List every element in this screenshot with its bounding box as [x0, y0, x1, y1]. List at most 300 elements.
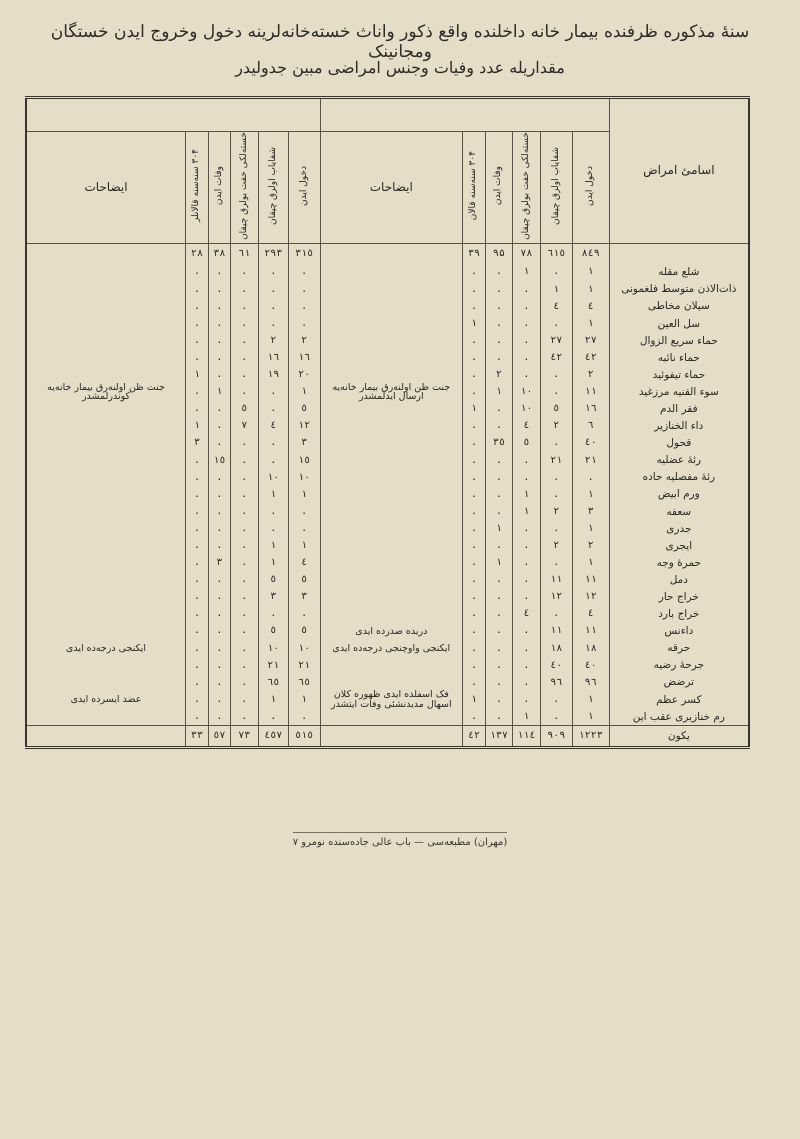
header-remaining: ۳۰۴ سنه‌سنه قالان: [463, 132, 486, 244]
men-cell: ۹۵: [485, 243, 512, 264]
men-cell: .: [512, 572, 540, 589]
men-cell: ١: [572, 486, 609, 503]
women-cell: .: [258, 298, 288, 315]
men-cell: .: [463, 606, 486, 623]
women-cell: .: [230, 349, 258, 366]
women-cell: ٤: [258, 418, 288, 435]
disease-name: خراج حار: [609, 589, 749, 606]
women-note: [26, 503, 185, 520]
women-note: [26, 537, 185, 554]
disease-name: سعفه: [609, 503, 749, 520]
women-note: [26, 264, 185, 281]
men-cell: ١۲: [540, 589, 572, 606]
women-note: [26, 623, 185, 640]
men-cell: ۳٥: [485, 435, 512, 452]
women-note: [26, 332, 185, 349]
disease-name: دمل: [609, 572, 749, 589]
women-cell: .: [208, 520, 230, 537]
women-cell: .: [208, 589, 230, 606]
table-row: [26, 366, 749, 383]
totals-row: [26, 726, 749, 748]
men-cell: ١١: [540, 623, 572, 640]
women-cell: ١: [258, 691, 288, 708]
men-cell: .: [540, 435, 572, 452]
women-cell: .: [208, 281, 230, 298]
men-cell: .: [463, 537, 486, 554]
men-cell: .: [463, 486, 486, 503]
women-cell: ۲۸: [185, 243, 208, 264]
men-cell: ١۸: [572, 640, 609, 657]
women-cell: ١: [258, 486, 288, 503]
table-row: [26, 657, 749, 674]
men-cell: ٥: [540, 401, 572, 418]
header-women-group: [26, 98, 320, 132]
women-cell: ۲: [258, 332, 288, 349]
men-cell: ۳۹: [463, 243, 486, 264]
men-cell: .: [540, 366, 572, 383]
women-cell: ١: [288, 384, 320, 401]
women-cell: .: [208, 298, 230, 315]
women-cell: .: [208, 623, 230, 640]
women-cell: .: [258, 503, 288, 520]
disease-name: قحول: [609, 435, 749, 452]
men-cell: ١٦: [572, 401, 609, 418]
women-note: [26, 555, 185, 572]
women-note: عضد ایسرده ایدی: [26, 674, 185, 726]
men-cell: ۷۸: [512, 243, 540, 264]
women-cell: ۷: [230, 418, 258, 435]
men-cell: .: [512, 555, 540, 572]
men-cell: .: [485, 537, 512, 554]
header-entered-women: دخول ایدن: [288, 132, 320, 244]
women-note: [26, 281, 185, 298]
men-cell: ٤۲: [572, 349, 609, 366]
men-note: [320, 486, 462, 503]
women-cell: .: [230, 366, 258, 383]
men-note: [320, 281, 462, 298]
women-cell: ١٦: [288, 349, 320, 366]
women-note: [26, 589, 185, 606]
women-cell: .: [288, 503, 320, 520]
women-cell: .: [230, 435, 258, 452]
women-total-note: [26, 726, 185, 748]
women-cell: .: [230, 486, 258, 503]
women-cell: .: [185, 332, 208, 349]
men-cell: .: [485, 589, 512, 606]
printer-footer: (مهران) مطبعه‌سی — باب عالی جاده‌سنده نومرو ۷: [0, 832, 800, 848]
men-note: [320, 503, 462, 520]
women-cell: .: [208, 332, 230, 349]
women-cell: .: [208, 264, 230, 281]
men-cell: .: [512, 452, 540, 469]
men-cell: ١۸: [540, 640, 572, 657]
header-men-group: [320, 98, 609, 132]
women-cell: ۲۹۳: [258, 243, 288, 264]
men-cell: ۹٦: [540, 674, 572, 691]
men-cell: .: [485, 418, 512, 435]
men-cell: .: [463, 349, 486, 366]
men-cell: .: [512, 281, 540, 298]
women-note: [26, 243, 185, 264]
women-cell: .: [258, 264, 288, 281]
men-cell: ۲: [572, 366, 609, 383]
women-cell: .: [230, 520, 258, 537]
disease-name: داء الخنازیر: [609, 418, 749, 435]
women-cell: .: [208, 657, 230, 674]
men-cell: .: [485, 657, 512, 674]
disease-name: حمرهٔ وجه: [609, 555, 749, 572]
men-note: [320, 606, 462, 623]
women-cell: ١٠: [258, 469, 288, 486]
women-cell: ۳: [258, 589, 288, 606]
women-cell: ١: [258, 555, 288, 572]
women-cell: .: [208, 708, 230, 726]
table-row: [26, 606, 749, 623]
men-cell: ١١: [540, 572, 572, 589]
men-cell: ١: [572, 264, 609, 281]
men-cell: ٦: [572, 418, 609, 435]
men-cell: ١: [512, 486, 540, 503]
women-cell: ٦٥: [258, 674, 288, 691]
women-cell: .: [258, 708, 288, 726]
men-cell: .: [540, 264, 572, 281]
disease-name: رئهٔ مفصلیه حاده: [609, 469, 749, 486]
women-cell: .: [230, 640, 258, 657]
men-cell: .: [485, 623, 512, 640]
women-cell: .: [258, 520, 288, 537]
men-cell: .: [512, 298, 540, 315]
men-cell: ١: [572, 708, 609, 726]
total-label: یکون: [609, 726, 749, 748]
women-cell: ٥: [258, 623, 288, 640]
women-cell: .: [288, 708, 320, 726]
table-row: [26, 281, 749, 298]
women-cell: ١٦: [258, 349, 288, 366]
header-entered: دخول ایدن: [572, 132, 609, 244]
men-cell: ۲۷: [540, 332, 572, 349]
header-explanations-women: ایضاحات: [26, 132, 185, 244]
men-cell: .: [485, 349, 512, 366]
men-cell: ۲۷: [572, 332, 609, 349]
table-row: [26, 332, 749, 349]
women-cell: .: [208, 503, 230, 520]
women-cell: .: [185, 708, 208, 726]
table-row: [26, 349, 749, 366]
women-cell: .: [230, 708, 258, 726]
women-cell: ١: [258, 537, 288, 554]
women-cell: ١: [185, 418, 208, 435]
men-cell: ٥: [512, 435, 540, 452]
women-note: [26, 520, 185, 537]
women-cell: .: [258, 281, 288, 298]
disease-name: فقر الدم: [609, 401, 749, 418]
women-cell: .: [230, 555, 258, 572]
men-cell: .: [485, 452, 512, 469]
women-cell: .: [208, 572, 230, 589]
men-note: جنت ظن اولنه‌رق بیمار خانه‌یه ارسال ایدلمشدر: [320, 366, 462, 417]
disease-name: حماء تیفوئید: [609, 366, 749, 383]
men-cell: ١: [572, 281, 609, 298]
disease-name: رم خنازیری عقب این: [609, 708, 749, 726]
men-cell: .: [463, 572, 486, 589]
women-cell: ۳: [185, 435, 208, 452]
men-note: [320, 452, 462, 469]
women-cell: .: [185, 623, 208, 640]
table-row: [26, 418, 749, 435]
women-cell: .: [230, 691, 258, 708]
men-total: ١۲۲۳: [572, 726, 609, 748]
women-cell: .: [230, 264, 258, 281]
women-cell: .: [208, 469, 230, 486]
men-cell: ١: [512, 708, 540, 726]
women-cell: .: [288, 606, 320, 623]
women-note: [26, 486, 185, 503]
disease-name: رئهٔ عضلیه: [609, 452, 749, 469]
men-cell: .: [540, 606, 572, 623]
men-cell: ٦١٥: [540, 243, 572, 264]
table-body: [26, 243, 749, 748]
women-cell: .: [230, 332, 258, 349]
disease-name: [609, 243, 749, 264]
men-total-note: [320, 726, 462, 748]
men-cell: ٤: [572, 606, 609, 623]
men-cell: ٤۲: [540, 349, 572, 366]
women-cell: ٤: [288, 555, 320, 572]
men-note: [320, 589, 462, 606]
table-row: [26, 674, 749, 691]
women-cell: .: [230, 572, 258, 589]
men-cell: .: [485, 674, 512, 691]
women-cell: .: [208, 537, 230, 554]
women-cell: .: [288, 281, 320, 298]
men-cell: ٤: [512, 418, 540, 435]
table-row: [26, 264, 749, 281]
men-note: [320, 298, 462, 315]
men-cell: ۲: [540, 537, 572, 554]
women-cell: .: [208, 349, 230, 366]
women-cell: ۲١: [288, 657, 320, 674]
disease-name: ورم ابیض: [609, 486, 749, 503]
men-cell: ١١: [572, 384, 609, 401]
men-note: دریده صدرده ایدی: [320, 623, 462, 640]
women-cell: ۳: [208, 555, 230, 572]
men-cell: ۲: [572, 537, 609, 554]
women-cell: ١: [288, 691, 320, 708]
men-cell: .: [572, 469, 609, 486]
men-cell: ٤: [512, 606, 540, 623]
men-note: [320, 657, 462, 674]
men-cell: .: [485, 281, 512, 298]
women-cell: .: [258, 315, 288, 332]
disease-name: سل العین: [609, 315, 749, 332]
disease-name: حماء نائبه: [609, 349, 749, 366]
men-cell: .: [463, 264, 486, 281]
men-cell: .: [485, 572, 512, 589]
women-note: [26, 435, 185, 452]
men-cell: .: [463, 384, 486, 401]
disease-name: حماء سریع الزوال: [609, 332, 749, 349]
disease-name: شلع مقله: [609, 264, 749, 281]
men-cell: .: [463, 674, 486, 691]
men-cell: .: [512, 589, 540, 606]
women-cell: .: [185, 589, 208, 606]
women-cell: .: [208, 435, 230, 452]
women-cell: .: [288, 264, 320, 281]
table-row: [26, 243, 749, 264]
men-cell: .: [512, 332, 540, 349]
men-cell: ۹٦: [572, 674, 609, 691]
disease-name: جدری: [609, 520, 749, 537]
women-cell: .: [288, 298, 320, 315]
men-cell: .: [485, 486, 512, 503]
header-improved: خسته‌لکی خفت بولرق چیقان: [512, 132, 540, 244]
header-explanations: ایضاحات: [320, 132, 462, 244]
men-cell: .: [512, 537, 540, 554]
men-cell: ١: [485, 520, 512, 537]
women-cell: ۲١: [258, 657, 288, 674]
women-cell: .: [185, 674, 208, 691]
women-cell: .: [185, 298, 208, 315]
men-note: [320, 349, 462, 366]
women-cell: ۳١٥: [288, 243, 320, 264]
men-cell: .: [463, 657, 486, 674]
table-row: [26, 572, 749, 589]
women-cell: .: [185, 264, 208, 281]
header-improved-women: خسته‌لکی خفت بولرق چیقان: [230, 132, 258, 244]
women-cell: .: [230, 657, 258, 674]
women-cell: .: [230, 606, 258, 623]
women-cell: .: [230, 503, 258, 520]
disease-name: ایجری: [609, 537, 749, 554]
women-note: [26, 657, 185, 674]
women-total: ٥۷: [208, 726, 230, 748]
table-row: [26, 555, 749, 572]
men-cell: .: [463, 469, 486, 486]
men-note: [320, 332, 462, 349]
women-cell: .: [185, 281, 208, 298]
men-cell: ١: [463, 401, 486, 418]
women-cell: .: [208, 691, 230, 708]
men-cell: ١٠: [512, 401, 540, 418]
men-cell: .: [512, 366, 540, 383]
women-cell: .: [230, 589, 258, 606]
women-cell: .: [230, 384, 258, 401]
header-cured: شفایاب اولرق چیقان: [540, 132, 572, 244]
women-cell: .: [185, 401, 208, 418]
men-cell: .: [463, 298, 486, 315]
table-row: [26, 469, 749, 486]
women-cell: .: [185, 691, 208, 708]
men-cell: .: [540, 315, 572, 332]
women-cell: .: [230, 452, 258, 469]
women-cell: ١: [185, 366, 208, 383]
women-note: [26, 298, 185, 315]
women-cell: ١: [288, 486, 320, 503]
women-cell: .: [185, 315, 208, 332]
women-cell: .: [230, 281, 258, 298]
men-note: [320, 555, 462, 572]
men-cell: ١: [572, 691, 609, 708]
men-cell: ٤٠: [572, 657, 609, 674]
men-cell: ١: [463, 315, 486, 332]
men-cell: .: [512, 640, 540, 657]
men-cell: .: [485, 315, 512, 332]
men-cell: ٤: [572, 298, 609, 315]
women-cell: ١٠: [288, 469, 320, 486]
men-cell: .: [463, 623, 486, 640]
disease-name: کسر عظم: [609, 691, 749, 708]
women-cell: ١۹: [258, 366, 288, 383]
men-cell: .: [512, 315, 540, 332]
women-cell: .: [258, 606, 288, 623]
men-cell: .: [485, 606, 512, 623]
men-cell: ١: [485, 384, 512, 401]
women-cell: .: [208, 486, 230, 503]
women-cell: ١: [208, 384, 230, 401]
women-cell: ۳۸: [208, 243, 230, 264]
women-cell: ١٠: [288, 640, 320, 657]
statistics-table: [25, 96, 750, 749]
women-cell: ٥: [288, 623, 320, 640]
women-cell: .: [208, 401, 230, 418]
disease-name: جرحهٔ رضیه: [609, 657, 749, 674]
women-cell: .: [185, 606, 208, 623]
men-cell: .: [463, 332, 486, 349]
men-cell: .: [463, 452, 486, 469]
disease-name: سیلان مخاطی: [609, 298, 749, 315]
table-row: [26, 503, 749, 520]
men-cell: .: [463, 589, 486, 606]
women-cell: .: [185, 349, 208, 366]
men-note: [320, 572, 462, 589]
men-cell: .: [463, 640, 486, 657]
men-cell: .: [463, 435, 486, 452]
men-cell: ١١: [572, 623, 609, 640]
women-total: ۷۳: [230, 726, 258, 748]
men-cell: ١: [485, 555, 512, 572]
women-cell: ٥: [288, 401, 320, 418]
disease-name: سوء القنیه مرزغید: [609, 384, 749, 401]
table-row: [26, 537, 749, 554]
women-cell: ١٥: [288, 452, 320, 469]
women-cell: ١۲: [288, 418, 320, 435]
women-cell: .: [185, 572, 208, 589]
women-cell: .: [185, 555, 208, 572]
women-cell: .: [230, 469, 258, 486]
men-cell: ۲١: [572, 452, 609, 469]
women-cell: ١٥: [208, 452, 230, 469]
men-cell: .: [485, 640, 512, 657]
men-note: [320, 435, 462, 452]
men-cell: ۲: [540, 503, 572, 520]
women-note: [26, 418, 185, 435]
men-total: ١۳۷: [485, 726, 512, 748]
women-cell: ١: [288, 537, 320, 554]
women-cell: .: [258, 401, 288, 418]
women-note: [26, 315, 185, 332]
women-cell: .: [185, 452, 208, 469]
men-cell: .: [463, 555, 486, 572]
table-subtitle: مقداریله عدد وفیات وجنس امراضی مبین جدولیدر: [235, 58, 565, 77]
header-remaining-women: ۳۰۴ سنه‌سنه قالانلر: [185, 132, 208, 244]
women-cell: .: [258, 435, 288, 452]
men-cell: .: [485, 469, 512, 486]
men-note: [320, 469, 462, 486]
table-row: [26, 520, 749, 537]
table-row: [26, 435, 749, 452]
women-cell: ٥: [288, 572, 320, 589]
women-cell: .: [258, 384, 288, 401]
